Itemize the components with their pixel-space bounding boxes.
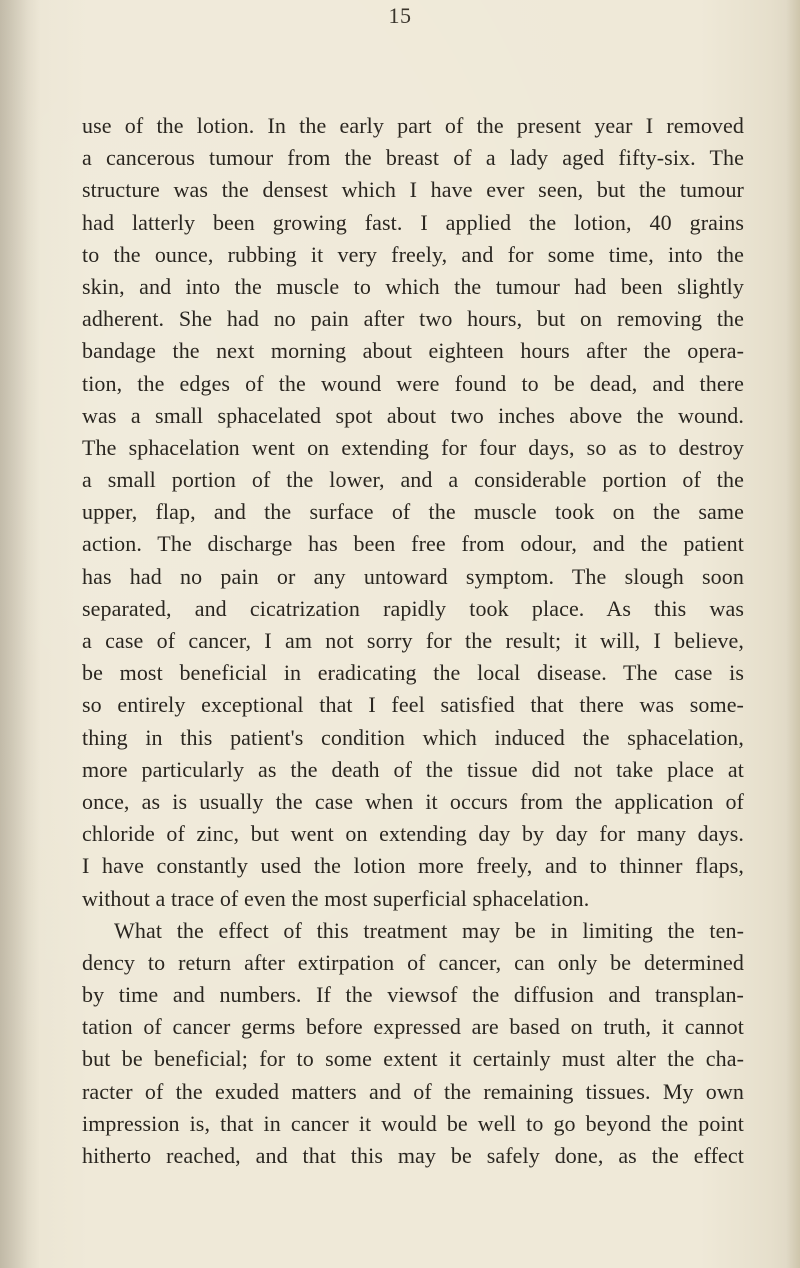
- text-line: a cancerous tumour from the breast of a lady aged fifty-six. The: [82, 145, 744, 171]
- text-line: separated, and cicatrization rapidly took place. As this was: [82, 595, 744, 621]
- text-line: has had no pain or any untoward symptom. The slough soon: [82, 563, 744, 589]
- text-line: hitherto reached, and that this may be safely done, as the effect: [82, 1143, 744, 1168]
- text-line: but be beneficial; for to some extent it certainly must alter the cha-: [82, 1046, 744, 1072]
- text-line: thing in this patient's condition which induced the sphacelation,: [82, 724, 744, 750]
- text-line: dency to return after extirpation of cancer, can only be determined: [82, 949, 744, 975]
- text-line: a case of cancer, I am not sorry for the result; it will, I believe,: [82, 628, 744, 653]
- text-line: structure was the densest which I have ever seen, but the tumour: [82, 177, 744, 203]
- text-line: bandage the next morning about eighteen hours after the opera-: [82, 338, 744, 364]
- text-line: without a trace of even the most superficial sphacelation.: [82, 885, 590, 911]
- body-text: [82, 110, 744, 1172]
- text-line: was a small sphacelated spot about two inches above the wound.: [82, 402, 744, 428]
- page-gutter-shadow: [0, 0, 40, 1268]
- text-line: chloride of zinc, but went on extending day by day for many days.: [82, 821, 744, 847]
- text-line: adherent. She had no pain after two hours, but on removing the: [82, 306, 744, 332]
- paragraph-start-line: What the effect of this treatment may be in limiting the ten-: [114, 917, 744, 943]
- text-line: use of the lotion. In the early part of the present year I removed: [82, 113, 744, 138]
- text-line: The sphacelation went on extending for four days, so as to destroy: [82, 434, 744, 460]
- text-line: a small portion of the lower, and a considerable portion of the: [82, 467, 744, 493]
- text-line: I have constantly used the lotion more freely, and to thinner flaps,: [82, 853, 744, 879]
- text-line: tation of cancer germs before expressed are based on truth, it cannot: [82, 1014, 744, 1040]
- text-line: upper, flap, and the surface of the muscle took on the same: [82, 499, 744, 525]
- text-line: once, as is usually the case when it occurs from the application of: [82, 788, 744, 814]
- text-line: more particularly as the death of the tissue did not take place at: [82, 756, 744, 782]
- page-edge: [786, 0, 800, 1268]
- text-line: so entirely exceptional that I feel satisfied that there was some-: [82, 692, 744, 718]
- text-line: to the ounce, rubbing it very freely, and for some time, into the: [82, 241, 744, 267]
- text-line: action. The discharge has been free from odour, and the patient: [82, 531, 744, 557]
- text-line: be most beneficial in eradicating the local disease. The case is: [82, 660, 744, 686]
- text-line: had latterly been growing fast. I applied the lotion, 40 grains: [82, 209, 744, 235]
- page-number: 15: [388, 3, 412, 28]
- text-line: racter of the exuded matters and of the remaining tissues. My own: [82, 1078, 744, 1104]
- text-line: skin, and into the muscle to which the tumour had been slightly: [82, 273, 744, 299]
- text-line: by time and numbers. If the viewsof the diffusion and transplan-: [82, 982, 744, 1008]
- text-line: impression is, that in cancer it would be well to go beyond the point: [82, 1110, 744, 1136]
- text-line: tion, the edges of the wound were found to be dead, and there: [82, 370, 744, 396]
